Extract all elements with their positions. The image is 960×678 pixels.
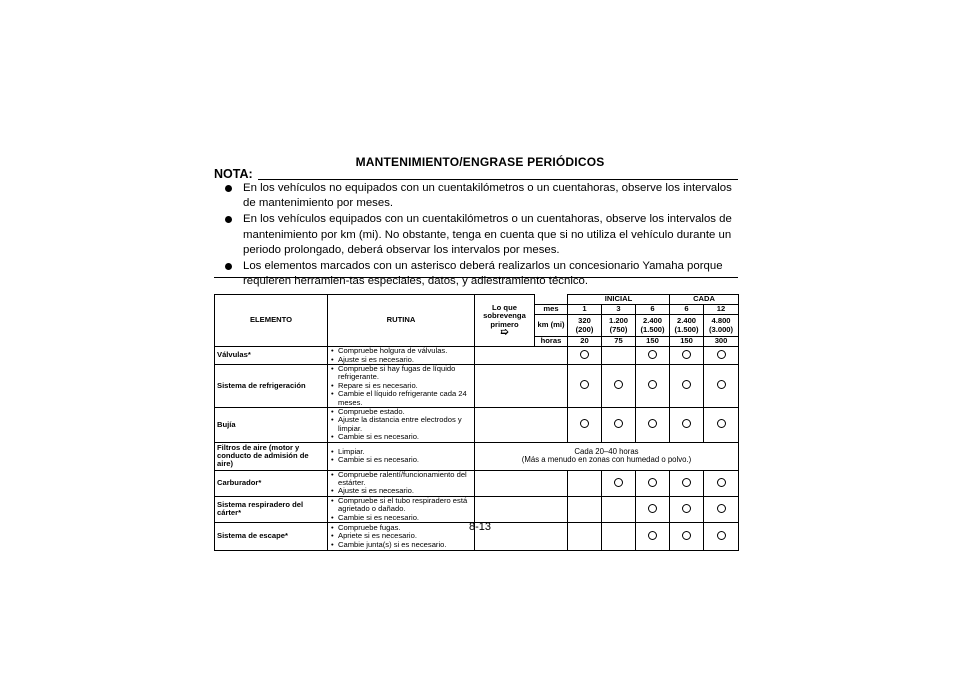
check-circle-icon — [717, 350, 726, 359]
check-circle-icon — [682, 504, 691, 513]
interval-cell — [636, 347, 670, 365]
routine-step: • Ajuste la distancia entre electrodos y limpiar. — [330, 416, 472, 433]
routine-step: • Compruebe si el tubo respiradero está agrietado o dañado. — [330, 497, 472, 514]
blank-cell — [475, 347, 568, 365]
blank-cell — [475, 365, 568, 408]
mes-value: 1 — [568, 305, 602, 315]
element-name: Sistema de refrigeración — [215, 365, 328, 408]
note-item — [224, 181, 740, 211]
check-circle-icon — [682, 478, 691, 487]
check-circle-icon — [682, 350, 691, 359]
element-name: Válvulas* — [215, 347, 328, 365]
horas-value: 150 — [636, 337, 670, 347]
interval-note — [475, 442, 739, 470]
interval-cell — [602, 347, 636, 365]
interval-cell — [670, 347, 704, 365]
interval-note-line: Cada 20–40 horas — [574, 446, 639, 456]
table-row — [215, 496, 739, 522]
header-lo-que-text: Lo que sobrevenga primero — [483, 302, 526, 329]
interval-cell — [636, 496, 670, 522]
table-body — [215, 347, 739, 551]
bullet-icon — [225, 263, 232, 270]
check-circle-icon — [682, 419, 691, 428]
arrow-icon: ➯ — [500, 326, 509, 338]
interval-cell — [602, 408, 636, 443]
check-circle-icon — [580, 380, 589, 389]
routine-cell — [328, 347, 475, 365]
header-inicial: INICIAL — [568, 295, 670, 305]
interval-cell — [568, 470, 602, 496]
interval-cell — [602, 470, 636, 496]
note-text: En los vehículos no equipados con un cuentakilómetros o un cuentahoras, observe los intervalos de mantenimiento por meses. — [243, 182, 732, 210]
km-value: 4.800 (3.000) — [704, 315, 739, 337]
routine-step: • Repare si es necesario. — [330, 382, 472, 390]
routine-step: • Compruebe holgura de válvulas. — [330, 347, 472, 355]
horas-value: 300 — [704, 337, 739, 347]
interval-cell — [704, 365, 739, 408]
header-rutina: RUTINA — [328, 295, 475, 347]
interval-cell — [568, 347, 602, 365]
routine-step: • Apriete si es necesario. — [330, 532, 472, 540]
bullet-icon — [225, 216, 232, 223]
table-row — [215, 442, 739, 470]
note-item — [224, 259, 740, 289]
routine-step: • Cambie si es necesario. — [330, 433, 472, 441]
header-lo-que — [475, 295, 535, 347]
blank-cell — [475, 470, 568, 496]
interval-cell — [704, 347, 739, 365]
maintenance-table — [214, 294, 739, 551]
interval-cell — [704, 408, 739, 443]
table-row — [215, 347, 739, 365]
nota-divider — [258, 179, 738, 180]
header-elemento: ELEMENTO — [215, 295, 328, 347]
routine-step: • Cambie si es necesario. — [330, 456, 472, 464]
routine-step: • Compruebe si hay fugas de líquido refrigerante. — [330, 365, 472, 382]
interval-cell — [670, 365, 704, 408]
mes-value: 12 — [704, 305, 739, 315]
check-circle-icon — [580, 350, 589, 359]
check-circle-icon — [648, 419, 657, 428]
check-circle-icon — [614, 380, 623, 389]
check-circle-icon — [614, 478, 623, 487]
interval-cell — [636, 408, 670, 443]
check-circle-icon — [648, 380, 657, 389]
table-row — [215, 470, 739, 496]
routine-step: • Ajuste si es necesario. — [330, 487, 472, 495]
interval-cell — [704, 496, 739, 522]
km-label: km (mi) — [535, 315, 568, 337]
routine-step: • Compruebe ralentí/funcionamiento del estárter. — [330, 471, 472, 488]
element-name: Carburador* — [215, 470, 328, 496]
horas-label: horas — [535, 337, 568, 347]
routine-step: • Compruebe fugas. — [330, 524, 472, 532]
bullet-icon — [225, 185, 232, 192]
blank-cell — [475, 496, 568, 522]
routine-step: • Cambie el líquido refrigerante cada 24 meses. — [330, 390, 472, 407]
interval-cell — [636, 470, 670, 496]
check-circle-icon — [717, 380, 726, 389]
routine-cell — [328, 442, 475, 470]
interval-cell — [704, 470, 739, 496]
nota-label: NOTA: — [214, 167, 253, 181]
interval-cell — [670, 496, 704, 522]
note-text: Los elementos marcados con un asterisco deberá realizarlos un concesionario Yamaha porque requieren herramien-tas especiales, datos, y adiestramiento técnico. — [243, 260, 723, 288]
interval-cell — [568, 408, 602, 443]
interval-note-line: (Más a menudo en zonas con humedad o polvo.) — [521, 455, 692, 465]
check-circle-icon — [717, 478, 726, 487]
mes-value: 6 — [670, 305, 704, 315]
interval-cell — [670, 408, 704, 443]
routine-step: • Cambie si es necesario. — [330, 514, 472, 522]
element-name: Sistema de escape* — [215, 523, 328, 551]
routine-step: • Cambie junta(s) si es necesario. — [330, 541, 472, 549]
km-value: 1.200 (750) — [602, 315, 636, 337]
table-row — [215, 408, 739, 443]
mes-value: 3 — [602, 305, 636, 315]
mes-label: mes — [535, 305, 568, 315]
interval-cell — [568, 365, 602, 408]
routine-step: • Ajuste si es necesario. — [330, 356, 472, 364]
check-circle-icon — [648, 350, 657, 359]
check-circle-icon — [648, 478, 657, 487]
check-circle-icon — [717, 419, 726, 428]
note-item — [224, 212, 740, 258]
horas-value: 20 — [568, 337, 602, 347]
check-circle-icon — [614, 419, 623, 428]
interval-cell — [602, 365, 636, 408]
routine-cell — [328, 408, 475, 443]
blank-cell — [475, 408, 568, 443]
check-circle-icon — [717, 504, 726, 513]
element-name: Filtros de aire (motor y conducto de admisión de aire) — [215, 442, 328, 470]
check-circle-icon — [580, 419, 589, 428]
interval-cell — [670, 470, 704, 496]
routine-cell — [328, 496, 475, 522]
routine-step: • Limpiar. — [330, 448, 472, 456]
horas-value: 75 — [602, 337, 636, 347]
horas-value: 150 — [670, 337, 704, 347]
check-circle-icon — [682, 380, 691, 389]
element-name: Sistema respiradero del cárter* — [215, 496, 328, 522]
routine-cell — [328, 470, 475, 496]
km-value: 2.400 (1.500) — [670, 315, 704, 337]
table-row — [215, 365, 739, 408]
notes-divider — [214, 277, 738, 278]
interval-cell — [602, 496, 636, 522]
mes-value: 6 — [636, 305, 670, 315]
km-value: 320 (200) — [568, 315, 602, 337]
header-cada: CADA — [670, 295, 739, 305]
notes-list — [224, 181, 740, 290]
check-circle-icon — [648, 504, 657, 513]
page-title: MANTENIMIENTO/ENGRASE PERIÓDICOS — [355, 155, 605, 169]
page-number: 8-13 — [468, 521, 492, 533]
km-value: 2.400 (1.500) — [636, 315, 670, 337]
note-text: En los vehículos equipados con un cuentakilómetros o un cuentahoras, observe los intervalos de mantenimiento por km (mi). No obstante, tenga en cuenta que si no utiliza el vehículo durante un periodo prolongado, deberá observar los intervalos por meses. — [243, 213, 732, 256]
interval-cell — [568, 496, 602, 522]
interval-cell — [636, 365, 670, 408]
routine-cell — [328, 365, 475, 408]
routine-step: • Compruebe estado. — [330, 408, 472, 416]
header-blank — [535, 295, 568, 305]
element-name: Bujía — [215, 408, 328, 443]
